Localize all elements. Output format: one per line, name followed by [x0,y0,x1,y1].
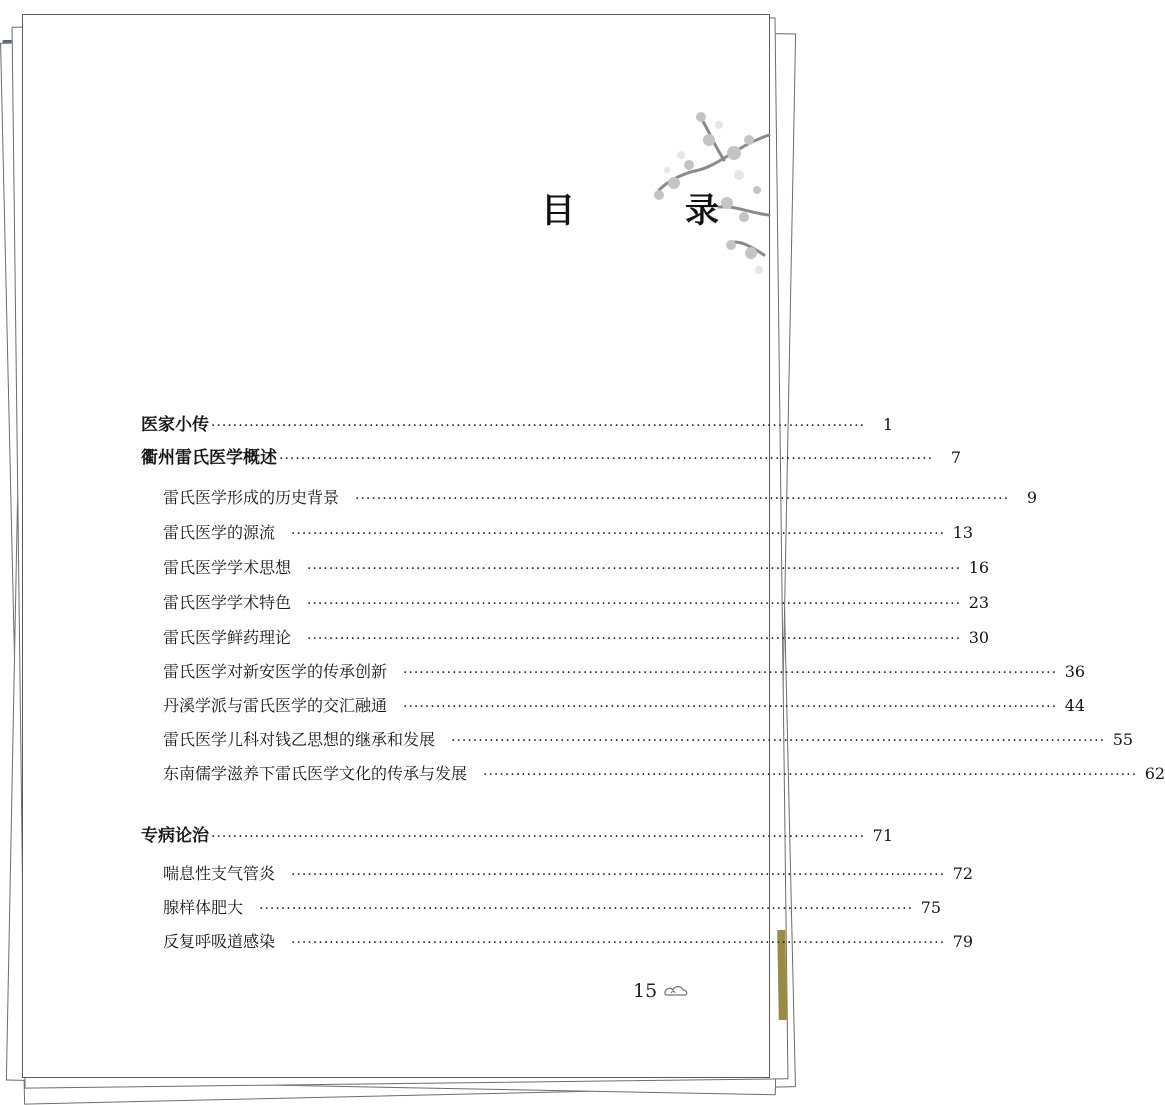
toc-page [22,14,1165,1078]
toc-section-entry[interactable] [163,555,990,578]
toc-entry-title: 雷氏医学学术思想 [163,558,292,577]
toc-entry-title: 雷氏医学对新安医学的传承创新 [163,662,388,681]
toc-section-entry[interactable] [163,625,990,648]
toc-section-entry[interactable] [163,485,1038,508]
toc-section-entry[interactable] [163,659,1086,682]
toc-dot-leader: ························································································································ [355,491,1010,507]
toc-dot-leader: ························································································································ [403,665,1058,681]
toc-entry-title: 丹溪学派与雷氏医学的交汇融通 [163,696,388,715]
toc-entry-page: 55 [1112,730,1134,749]
toc-entry-title: 雷氏医学形成的历史背景 [163,488,340,507]
toc-section-entry[interactable] [163,727,1134,750]
toc-entry-page: 62 [1144,764,1165,783]
toc-entry-title: 雷氏医学学术特色 [163,593,292,612]
page-number: 15 [633,980,658,1002]
toc-section-entry[interactable] [163,861,974,884]
toc-dot-leader: ························································································································ [307,561,962,577]
toc-dot-leader: ························································································································ [279,451,934,467]
toc-entry-title: 雷氏医学儿科对钱乙思想的继承和发展 [163,730,436,749]
toc-entry-page: 71 [872,826,894,845]
toc-entry-title: 反复呼吸道感染 [163,932,276,951]
toc-dot-leader: ························································································································ [307,631,962,647]
toc-dot-leader: ························································································································ [259,901,914,917]
toc-entry-page: 9 [1026,488,1038,507]
toc-entry-page: 36 [1064,662,1086,681]
toc-entry-title: 雷氏医学的源流 [163,523,276,542]
toc-dot-leader: ························································································································ [403,699,1058,715]
toc-dot-leader: ························································································································ [211,829,866,845]
toc-entry-title: 东南儒学滋养下雷氏医学文化的传承与发展 [163,764,468,783]
toc-section-entry[interactable] [163,895,942,918]
toc-dot-leader: ························································································································ [483,767,1138,783]
toc-entry-title: 医家小传 [141,415,209,435]
cloud-swirl-icon [663,983,689,999]
toc-section-entry[interactable] [163,761,1165,784]
toc-entry-title: 专病论治 [141,826,209,846]
page-title: 目 录 [541,191,757,231]
toc-entry-page: 23 [968,593,990,612]
toc-entry-page: 7 [950,448,962,467]
toc-dot-leader: ························································································································ [291,867,946,883]
toc-dot-leader: ························································································································ [307,596,962,612]
toc-entry-page: 30 [968,628,990,647]
toc-entry-page: 13 [952,523,974,542]
toc-entry-page: 1 [882,415,894,434]
toc-chapter-entry[interactable] [141,410,894,435]
toc-dot-leader: ························································································································ [291,935,946,951]
toc-section-entry[interactable] [163,590,990,613]
toc-section-entry[interactable] [163,929,974,952]
toc-entry-title: 衢州雷氏医学概述 [141,448,277,468]
toc-entry-page: 75 [920,898,942,917]
toc-section-entry[interactable] [163,520,974,543]
toc-entry-title: 雷氏医学鲜药理论 [163,628,292,647]
toc-entry-page: 72 [952,864,974,883]
toc-chapter-entry[interactable] [141,821,894,846]
toc-entry-page: 79 [952,932,974,951]
toc-dot-leader: ························································································································ [451,733,1106,749]
toc-dot-leader: ························································································································ [211,418,866,434]
toc-entry-title: 腺样体肥大 [163,898,244,917]
toc-dot-leader: ························································································································ [291,526,946,542]
toc-section-entry[interactable] [163,693,1086,716]
toc-entry-page: 44 [1064,696,1086,715]
toc-entry-title: 喘息性支气管炎 [163,864,276,883]
toc-chapter-entry[interactable] [141,443,962,468]
toc-entry-page: 16 [968,558,990,577]
